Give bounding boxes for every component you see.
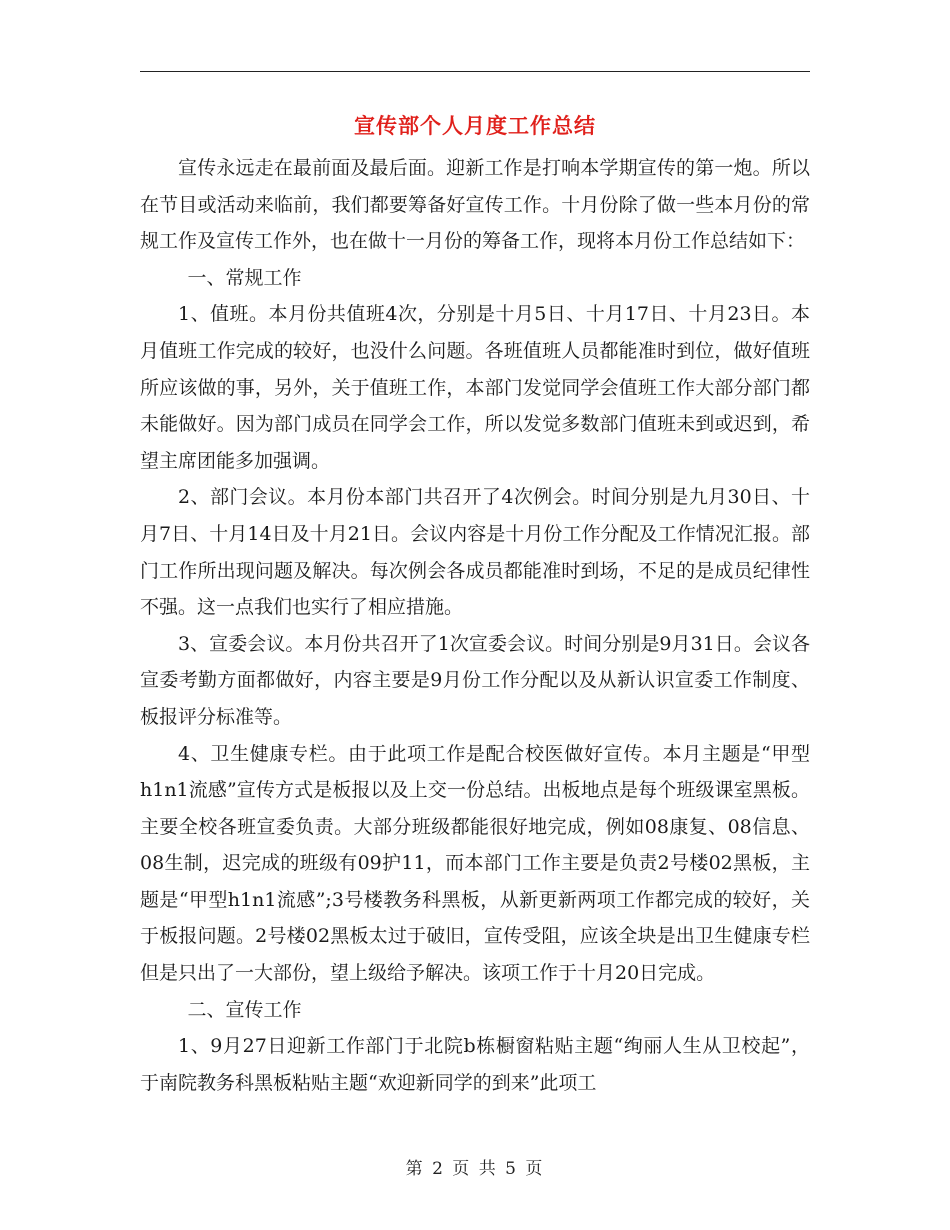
paragraph-duty: 1、值班。本月份共值班4次，分别是十月5日、十月17日、十月23日。本月值班工作完成的较好，也没什么问题。各班值班人员都能准时到位，做好值班所应该做的事，另外，关于值班工作，本部门发觉同学会值班工作大部分部门都未能做好。因为部门成员在同学会工作，所以发觉多数部门值班未到或迟到，希望主席团能多加强调。 (140, 303, 810, 472)
paragraph-welcome-work: 1、9月27日迎新工作部门于北院b栋橱窗粘贴主题“绚丽人生从卫校起”， 于南院教务科黑板粘贴主题“欢迎新同学的到来”此项工 (140, 1035, 810, 1094)
section-heading-routine: 一、常规工作 (187, 266, 302, 289)
paragraph-publicity-committee: 3、宣委会议。本月份共召开了1次宣委会议。时间分别是9月31日。会议各宣委考勤方面都做好，内容主要是9月份工作分配以及从新认识宣委工作制度、板报评分标准等。 (140, 632, 810, 728)
intro-paragraph: 宣传永远走在最前面及最后面。迎新工作是打响本学期宣传的第一炮。所以在节目或活动来临前，我们都要筹备好宣传工作。十月份除了做一些本月份的常规工作及宣传工作外，也在做十一月份的筹备工作，现将本月份工作总结如下： (140, 157, 810, 253)
page-number: 第 2 页 共 5 页 (405, 1159, 545, 1179)
document-title: 宣传部个人月度工作总结 (354, 113, 596, 138)
header-rule (140, 71, 810, 72)
document-body (140, 150, 810, 1101)
paragraph-health-column: 4、卫生健康专栏。由于此项工作是配合校医做好宣传。本月主题是“甲型h1n1流感”宣传方式是板报以及上交一份总结。出板地点是每个班级课室黑板。主要全校各班宣委负责。大部分班级都能很好地完成，例如08康复、08信息、08生制，迟完成的班级有09护11，而本部门工作主要是负责2号楼02黑板，主题是“甲型h1n1流感”;3号楼教务科黑板，从新更新两项工作都完成的较好，关于板报问题。2号楼02黑板太过于破旧，宣传受阻，应该全块是出卫生健康专栏但是只出了一大部份，望上级给予解决。该项工作于十月20日完成。 (140, 742, 810, 985)
section-heading-publicity: 二、宣传工作 (187, 998, 302, 1021)
paragraph-dept-meeting: 2、部门会议。本月份本部门共召开了4次例会。时间分别是九月30日、十月7日、十月14日及十月21日。会议内容是十月份工作分配及工作情况汇报。部门工作所出现问题及解决。每次例会各成员都能准时到场，不足的是成员纪律性不强。这一点我们也实行了相应措施。 (140, 486, 810, 619)
